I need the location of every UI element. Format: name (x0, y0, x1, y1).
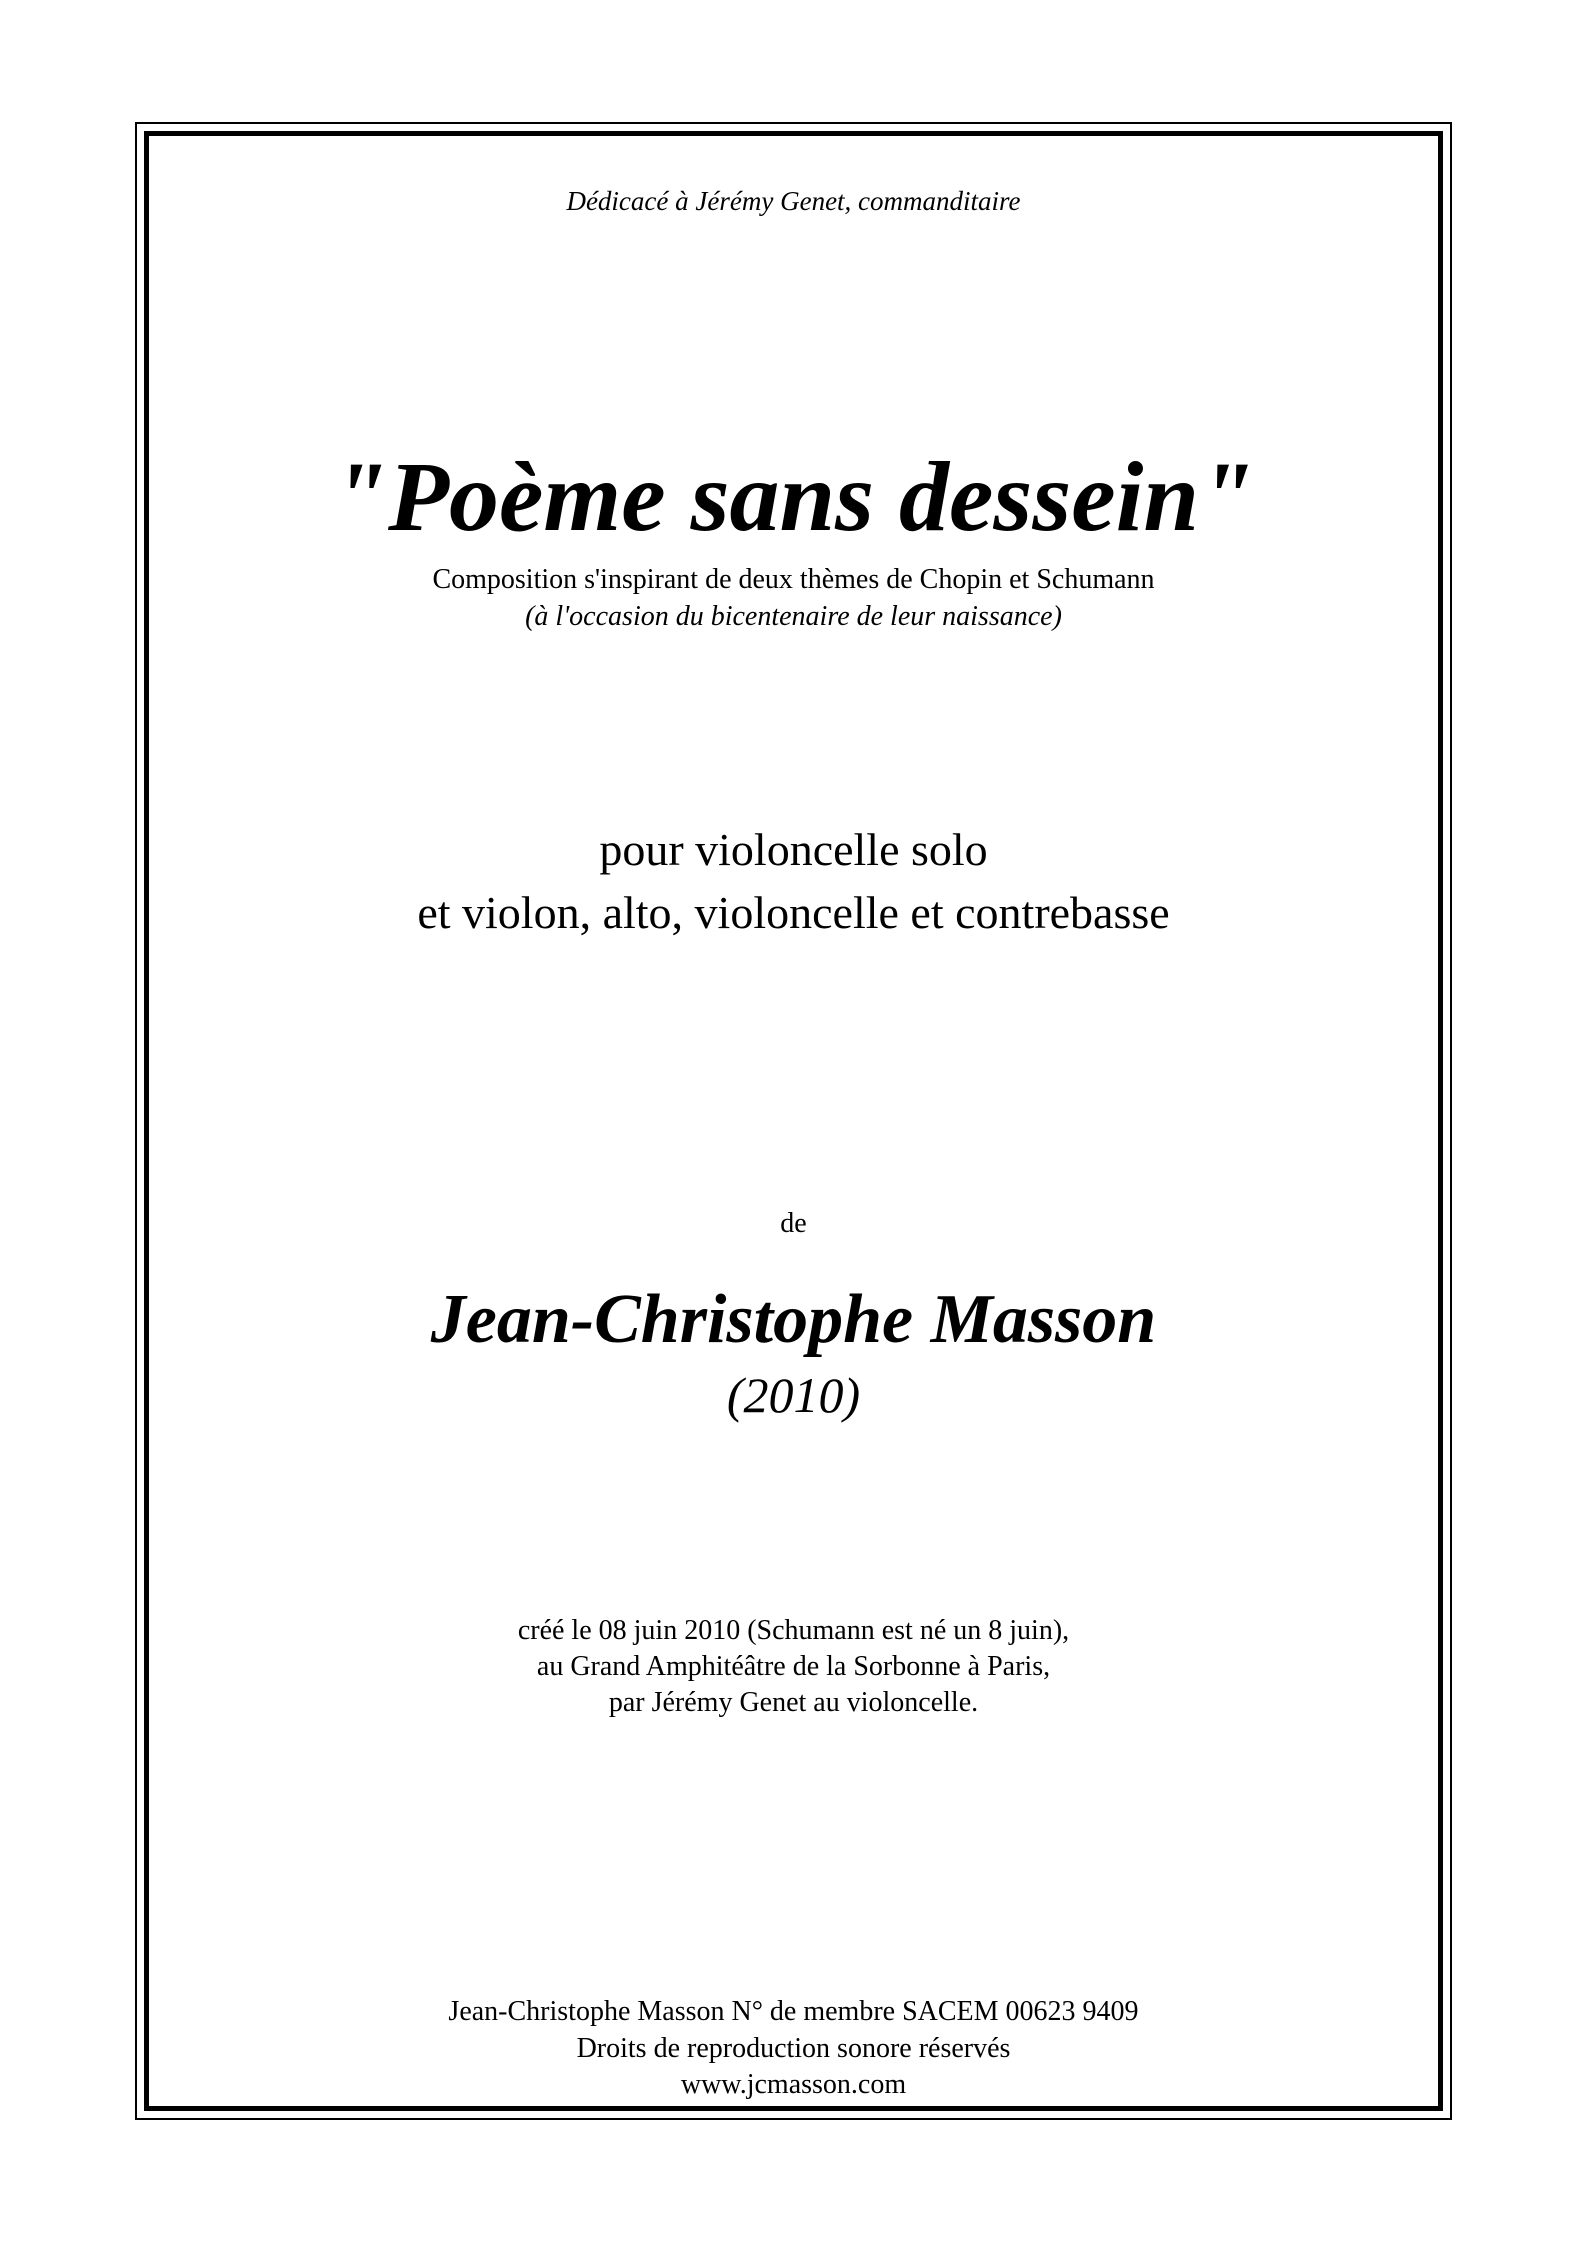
composer-name: Jean-Christophe Masson (430, 1281, 1157, 1358)
work-title: "Poème sans dessein" (332, 441, 1255, 552)
premiere-line-2: au Grand Amphitéâtre de la Sorbonne à Paris, (536, 1651, 1051, 1682)
instrumentation-line-2: et violon, alto, violoncelle et contrebasse (417, 887, 1170, 938)
footer-website: www.jcmasson.com (680, 2069, 907, 2100)
instrumentation-line-1: pour violoncelle solo (599, 824, 988, 875)
premiere-line-3: par Jérémy Genet au violoncelle. (608, 1687, 979, 1718)
premiere-line-1: créé le 08 juin 2010 (Schumann est né un 8 juin), (517, 1615, 1070, 1646)
page-border-inner (144, 131, 1443, 2111)
footer-sacem: Jean-Christophe Masson N° de membre SACEM 00623 9409 (448, 1996, 1139, 2027)
occasion-note: (à l'occasion du bicentenaire de leur naissance) (525, 601, 1062, 632)
work-subtitle: Composition s'inspirant de deux thèmes de Chopin et Schumann (432, 564, 1155, 595)
by-label: de (780, 1208, 807, 1239)
footer-rights: Droits de reproduction sonore réservés (576, 2033, 1011, 2064)
dedication: Dédicacé à Jérémy Genet, commanditaire (566, 186, 1021, 216)
composition-year: (2010) (726, 1367, 861, 1423)
